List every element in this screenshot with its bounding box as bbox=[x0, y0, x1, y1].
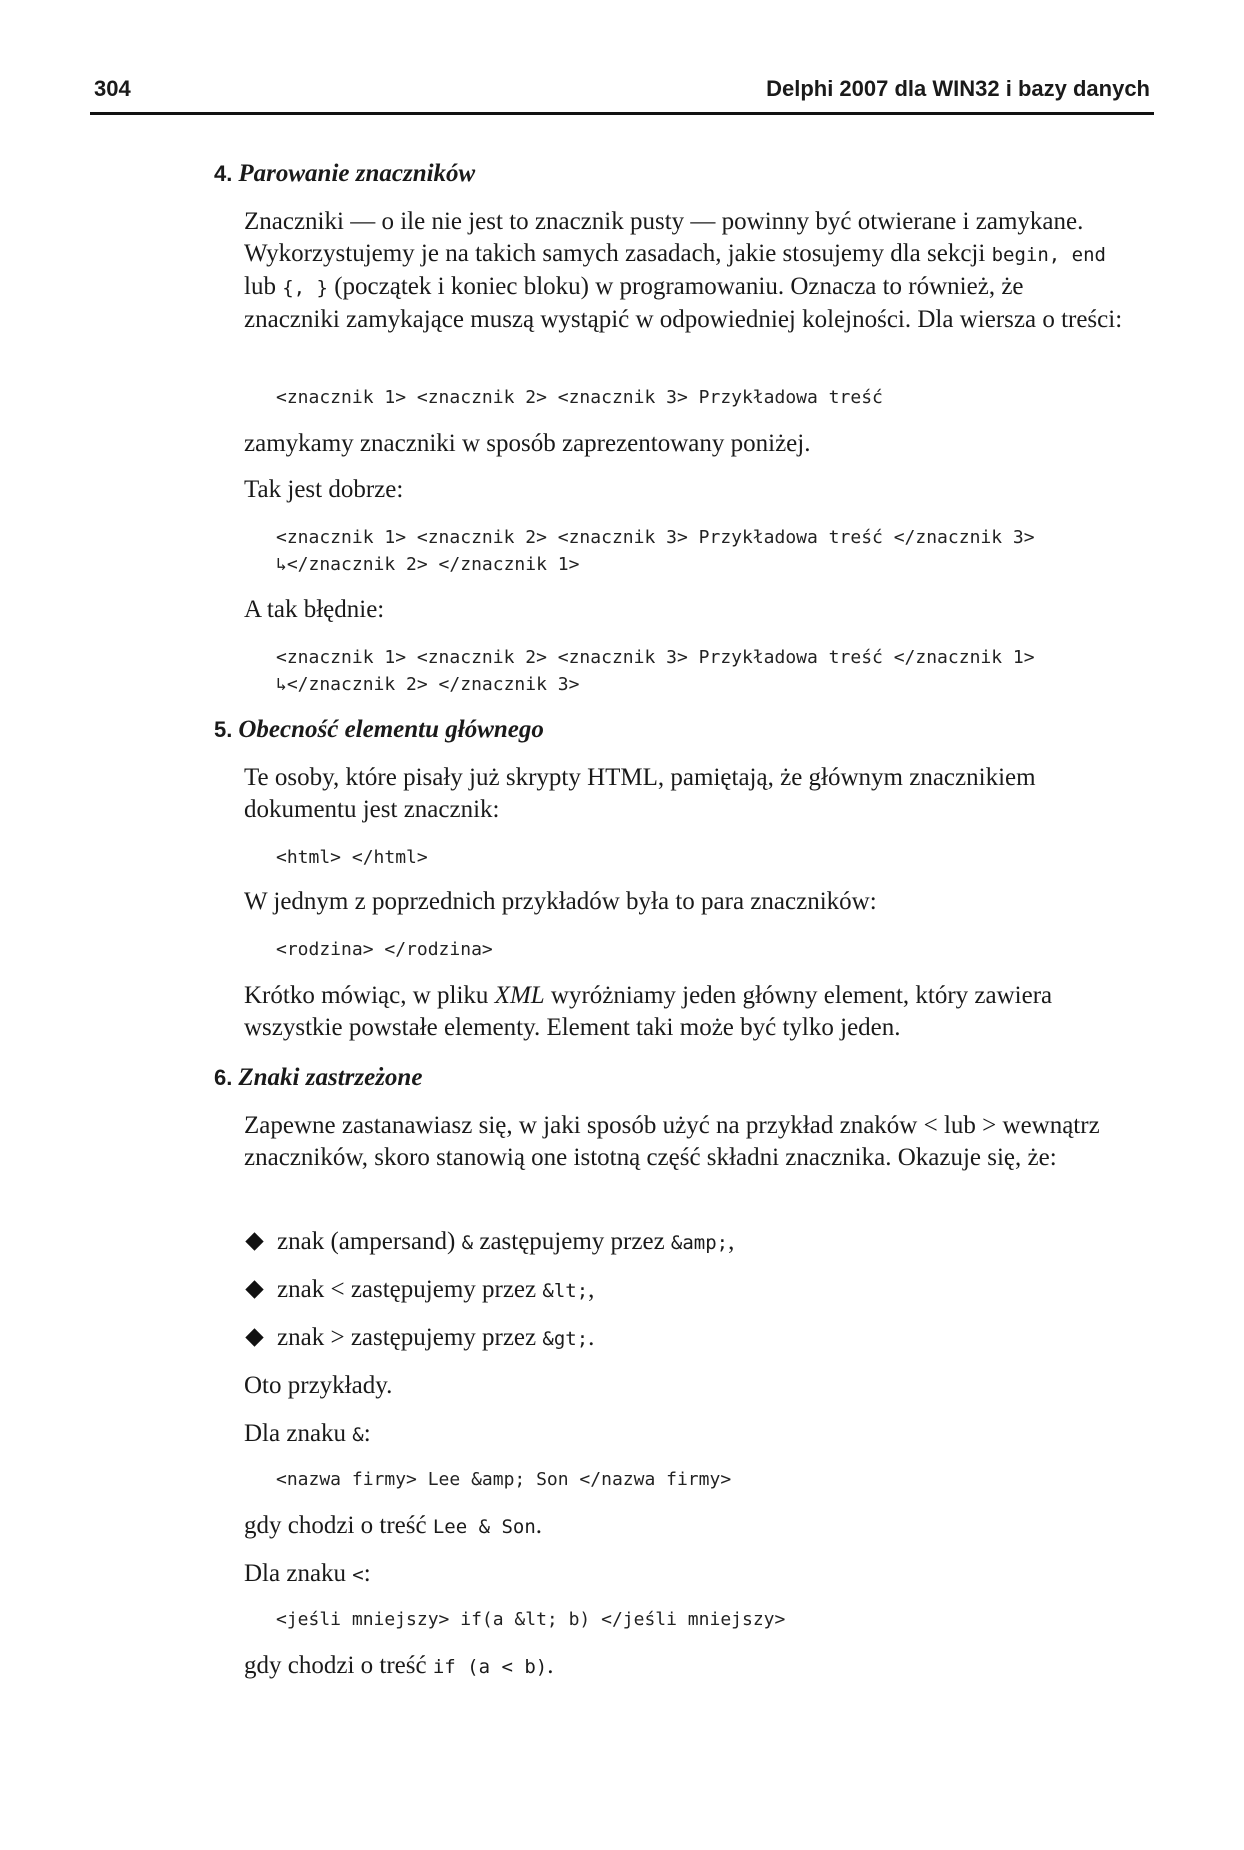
page-header bbox=[90, 72, 1154, 115]
paragraph: Zapewne zastanawiasz się, w jaki sposób użyć na przykład znaków < lub > wewnątrz znaczników, skoro stanowią one istotną część składni znacznika. Okazuje się, że: bbox=[244, 1112, 1100, 1171]
page-number: 304 bbox=[94, 76, 131, 101]
diamond-bullet-icon bbox=[245, 1233, 263, 1251]
inline-code: Lee & Son bbox=[432, 1516, 536, 1538]
text-span: > bbox=[330, 1324, 345, 1351]
text-span: , bbox=[728, 1228, 735, 1255]
inline-code: &amp; bbox=[670, 1232, 729, 1254]
inline-code: &gt; bbox=[542, 1328, 589, 1350]
section-heading bbox=[214, 1064, 422, 1092]
text-span: gdy chodzi o treść bbox=[244, 1652, 433, 1679]
paragraph bbox=[244, 1558, 1124, 1591]
list-item bbox=[244, 1226, 734, 1259]
text-span: zastępujemy przez bbox=[473, 1228, 671, 1255]
text-span: wyróżniamy jeden główny element, który zawiera wszystkie powstałe elementy. Element taki może być tylko jeden. bbox=[244, 982, 1053, 1041]
section-title: Znaki zastrzeżone bbox=[238, 1064, 423, 1091]
paragraph bbox=[244, 1650, 1124, 1683]
section-number: 4. bbox=[214, 161, 233, 186]
running-title: Delphi 2007 dla WIN32 i bazy danych bbox=[766, 76, 1150, 101]
paragraph bbox=[244, 206, 1124, 336]
inline-code: & bbox=[461, 1232, 474, 1254]
text-span: lub bbox=[244, 273, 283, 300]
paragraph bbox=[244, 980, 1124, 1044]
text-span: znak bbox=[277, 1324, 331, 1351]
text-span: znak bbox=[277, 1276, 331, 1303]
code-block: <znacznik 1> <znacznik 2> <znacznik 3> Przykładowa treść </znacznik 3> ↳</znacznik 2> </znacznik 1> bbox=[276, 527, 1035, 575]
text-span: Dla znaku bbox=[244, 1560, 353, 1587]
list-item bbox=[244, 1322, 594, 1355]
inline-code: &lt; bbox=[542, 1280, 589, 1302]
inline-code: end bbox=[1071, 244, 1106, 266]
code-block: <znacznik 1> <znacznik 2> <znacznik 3> Przykładowa treść </znacznik 1> ↳</znacznik 2> </znacznik 3> bbox=[276, 647, 1035, 695]
text-span: Krótko mówiąc, w pliku bbox=[244, 982, 495, 1009]
inline-code: < bbox=[352, 1564, 364, 1586]
paragraph: Tak jest dobrze: bbox=[244, 476, 404, 503]
diamond-bullet-icon bbox=[245, 1329, 263, 1347]
inline-code: begin bbox=[991, 244, 1049, 266]
text-span: : bbox=[363, 1560, 371, 1587]
code-block: <html> </html> bbox=[276, 847, 428, 868]
inline-code: {, } bbox=[282, 277, 328, 299]
text-span: (początek i koniec bloku) w programowaniu. Oznacza to również, że znaczniki zamykające muszą wystąpić w odpowiedniej kolejności. Dla wiersza o treści: bbox=[244, 273, 1123, 333]
code-block: <znacznik 1> <znacznik 2> <znacznik 3> Przykładowa treść bbox=[276, 387, 883, 408]
paragraph: Te osoby, które pisały już skrypty HTML, pamiętają, że głównym znacznikiem dokumentu jest znacznik: bbox=[244, 764, 1036, 823]
paragraph: Oto przykłady. bbox=[244, 1372, 393, 1399]
paragraph: A tak błędnie: bbox=[244, 596, 385, 623]
paragraph: W jednym z poprzednich przykładów była to para znaczników: bbox=[244, 888, 877, 915]
section-number: 5. bbox=[214, 717, 233, 742]
text-span: , bbox=[588, 1276, 595, 1303]
inline-code: , bbox=[1048, 244, 1072, 266]
diamond-bullet-icon bbox=[245, 1281, 263, 1299]
text-span: . bbox=[588, 1324, 595, 1351]
paragraph bbox=[244, 1418, 1124, 1451]
text-span: < bbox=[330, 1276, 345, 1303]
paragraph: zamykamy znaczniki w sposób zaprezentowany poniżej. bbox=[244, 430, 811, 457]
section-heading bbox=[214, 716, 544, 744]
text-span: . bbox=[535, 1512, 543, 1539]
section-number: 6. bbox=[214, 1065, 233, 1090]
text-span: gdy chodzi o treść bbox=[244, 1512, 433, 1539]
text-span: zastępujemy przez bbox=[344, 1276, 543, 1303]
code-block: <nazwa firmy> Lee &amp; Son </nazwa firmy> bbox=[276, 1469, 732, 1490]
text-span: zastępujemy przez bbox=[344, 1324, 543, 1351]
text-span: Znaczniki — o ile nie jest to znacznik pusty — powinny być otwierane i zamykane. Wykorzystujemy je na takich samych zasadach, jakie stosujemy dla sekcji bbox=[244, 208, 1084, 267]
inline-code: & bbox=[352, 1424, 364, 1446]
inline-code: if (a < b) bbox=[432, 1656, 548, 1678]
code-block: <rodzina> </rodzina> bbox=[276, 939, 493, 960]
section-title: Parowanie znaczników bbox=[238, 160, 476, 187]
section-title: Obecność elementu głównego bbox=[238, 716, 544, 743]
italic-term: XML bbox=[494, 982, 545, 1009]
text-span: Dla znaku bbox=[244, 1420, 353, 1447]
paragraph bbox=[244, 1510, 1124, 1543]
text-span: . bbox=[547, 1652, 554, 1679]
text-span: znak (ampersand) bbox=[277, 1228, 462, 1255]
text-span: : bbox=[363, 1420, 371, 1447]
list-item bbox=[244, 1274, 594, 1307]
code-block: <jeśli mniejszy> if(a &lt; b) </jeśli mniejszy> bbox=[276, 1609, 786, 1630]
section-heading bbox=[214, 160, 475, 188]
